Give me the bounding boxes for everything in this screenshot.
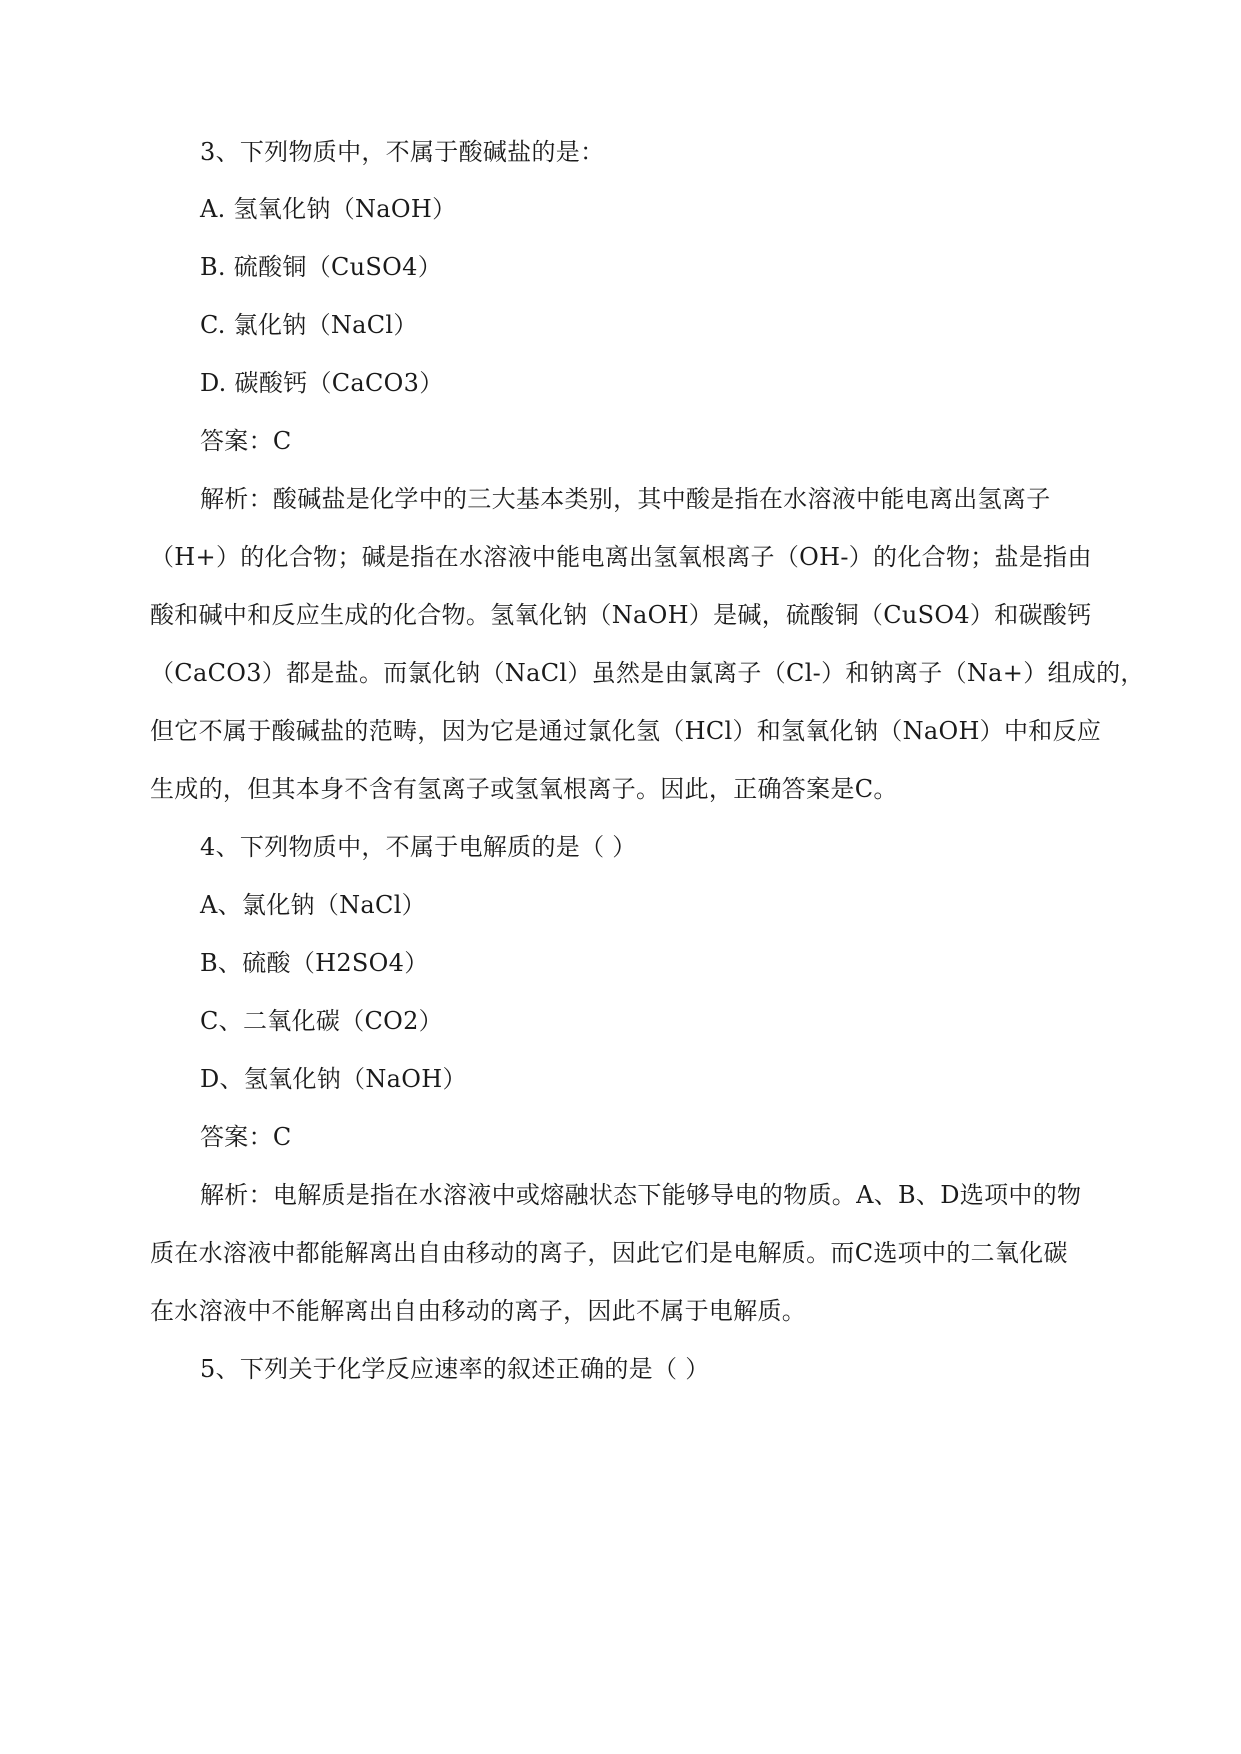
question-3-option-a: A. 氢氧化钠（NaOH） (200, 195, 457, 223)
question-3-analysis-line-4: （CaCO3）都是盐。而氯化钠（NaCl）虽然是由氯离子（Cl-）和钠离子（Na+）组成的， (150, 659, 1145, 687)
question-4-text: 4、下列物质中，不属于电解质的是（ ） (200, 833, 637, 861)
question-4-analysis-line-1: 解析：电解质是指在水溶液中或熔融状态下能够导电的物质。A、B、D选项中的物 (200, 1181, 1082, 1209)
question-5-text: 5、下列关于化学反应速率的叙述正确的是（ ） (200, 1355, 710, 1383)
question-3-analysis-line-3: 酸和碱中和反应生成的化合物。氢氧化钠（NaOH）是碱，硫酸铜（CuSO4）和碳酸钙 (150, 601, 1092, 629)
question-3-analysis-line-2: （H+）的化合物；碱是指在水溶液中能电离出氢氧根离子（OH-）的化合物；盐是指由 (150, 543, 1092, 571)
question-3-analysis-line-5: 但它不属于酸碱盐的范畴，因为它是通过氯化氢（HCl）和氢氧化钠（NaOH）中和反应 (150, 717, 1102, 745)
question-4-option-b: B、硫酸（H2SO4） (200, 949, 429, 977)
question-3-analysis-line-6: 生成的，但其本身不含有氢离子或氢氧根离子。因此，正确答案是C。 (150, 775, 898, 803)
question-3-analysis-line-1: 解析：酸碱盐是化学中的三大基本类别，其中酸是指在水溶液中能电离出氢离子 (200, 485, 1051, 513)
question-3-option-b: B. 硫酸铜（CuSO4） (200, 253, 443, 281)
question-4-answer: 答案：C (200, 1123, 292, 1151)
question-3-option-c: C. 氯化钠（NaCl） (200, 311, 418, 339)
question-3-text: 3、下列物质中，不属于酸碱盐的是： (200, 138, 605, 166)
question-4-analysis-line-2: 质在水溶液中都能解离出自由移动的离子，因此它们是电解质。而C选项中的二氧化碳 (150, 1239, 1068, 1267)
question-4-option-d: D、氢氧化钠（NaOH） (200, 1065, 467, 1093)
question-4-analysis-line-3: 在水溶液中不能解离出自由移动的离子，因此不属于电解质。 (150, 1297, 807, 1325)
question-4-option-c: C、二氧化碳（CO2） (200, 1007, 443, 1035)
question-3-option-d: D. 碳酸钙（CaCO3） (200, 369, 444, 397)
question-4-option-a: A、氯化钠（NaCl） (200, 891, 426, 919)
question-3-answer: 答案：C (200, 427, 292, 455)
